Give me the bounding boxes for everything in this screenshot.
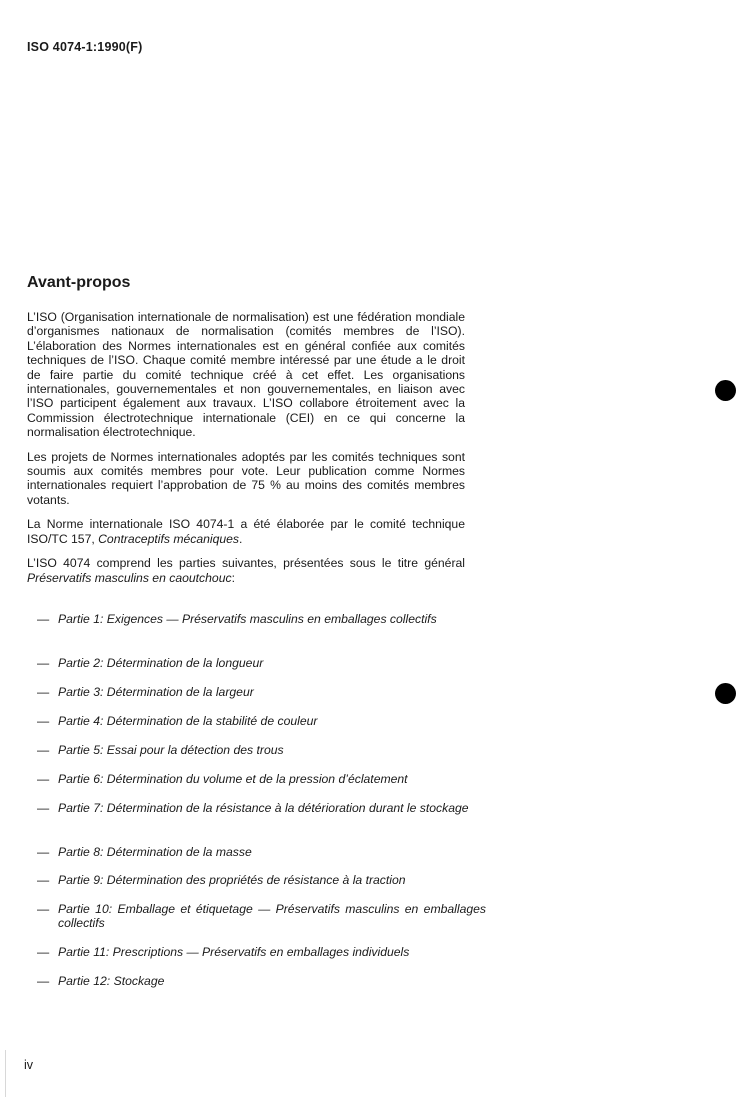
part-list-item: [37, 902, 486, 931]
part-label: Partie 6:: [58, 772, 104, 786]
part-title: Stockage: [113, 974, 165, 988]
paragraph-parts-intro-end: :: [231, 570, 235, 585]
part-label: Partie 9:: [58, 873, 104, 887]
part-list-item: [37, 714, 486, 728]
list-dash: —: [37, 801, 50, 815]
paragraph-parts-intro: [27, 556, 465, 585]
list-dash: —: [37, 772, 50, 786]
part-label: Partie 4:: [58, 714, 104, 728]
part-label: Partie 2:: [58, 656, 104, 670]
part-list-item: [37, 845, 486, 859]
part-label: Partie 1:: [58, 612, 104, 626]
part-title: Détermination de la largeur: [106, 685, 254, 699]
list-dash: —: [37, 685, 50, 699]
list-dash: —: [37, 945, 50, 959]
committee-name: Contraceptifs mécaniques: [98, 531, 240, 546]
part-label: Partie 10:: [58, 902, 113, 916]
part-list-item: [37, 685, 486, 699]
list-dash: —: [37, 714, 50, 728]
part-list-item: [37, 656, 486, 670]
part-title: Détermination de la longueur: [106, 656, 264, 670]
part-title: Détermination du volume et de la pression d’éclatement: [106, 772, 408, 786]
general-title: Préservatifs masculins en caoutchouc: [27, 570, 232, 585]
part-list-item: [37, 772, 486, 786]
list-dash: —: [37, 873, 50, 887]
part-list-item: [37, 974, 486, 988]
part-title: Détermination de la masse: [106, 845, 252, 859]
binding-edge-line: [5, 1050, 6, 1097]
part-label: Partie 3:: [58, 685, 104, 699]
paragraph-committee-text: La Norme internationale ISO 4074-1 a été élaborée par le comité technique ISO/TC 157,: [27, 517, 465, 546]
foreword-body: [27, 310, 465, 595]
document-id: ISO 4074-1:1990(F): [27, 40, 143, 54]
paragraph-iso-intro: L’ISO (Organisation internationale de normalisation) est une fédération mondiale d’organismes nationaux de normalisation (comités membres de l’ISO). L’élaboration des Normes internationales est en général confiée aux comités techniques de l’ISO. Chaque comité membre intéressé par une étude a le droit de faire partie du comité technique créé à cet effet. Les organisations internationales, gouvernementales et non gouvernementales, en liaison avec l’ISO participent également aux travaux. L’ISO collabore étroitement avec la Commission électrotechnique internationale (CEI) en ce qui concerne la normalisation électrotechnique.: [27, 310, 465, 440]
paragraph-committee: [27, 517, 465, 546]
list-dash: —: [37, 743, 50, 757]
list-dash: —: [37, 902, 50, 916]
part-title: Détermination de la stabilité de couleur: [106, 714, 318, 728]
list-dash: —: [37, 845, 50, 859]
paragraph-committee-end: .: [239, 531, 243, 546]
part-title: Prescriptions — Préservatifs en emballages individuels: [112, 945, 410, 959]
part-label: Partie 12:: [58, 974, 111, 988]
part-label: Partie 5:: [58, 743, 104, 757]
margin-bullet-mark: [715, 380, 736, 401]
part-title: Détermination des propriétés de résistance à la traction: [106, 873, 406, 887]
list-dash: —: [37, 974, 50, 988]
list-dash: —: [37, 612, 50, 626]
section-title: Avant-propos: [27, 274, 131, 291]
list-dash: —: [37, 656, 50, 670]
margin-bullet-mark: [715, 683, 736, 704]
part-title: Détermination de la résistance à la détérioration durant le stockage: [106, 801, 469, 815]
part-list-item: [37, 873, 486, 887]
paragraph-voting: Les projets de Normes internationales adoptés par les comités techniques sont soumis aux comités membres pour vote. Leur publication comme Normes internationales requiert l’approbation de 75 % au moins des comités membres votants.: [27, 449, 465, 507]
part-label: Partie 7:: [58, 801, 104, 815]
part-list-item: [37, 945, 486, 959]
paragraph-parts-intro-text: L’ISO 4074 comprend les parties suivantes, présentées sous le titre général: [27, 556, 465, 571]
part-list-item: [37, 743, 486, 757]
part-list-item: [37, 612, 486, 626]
page-number: iv: [24, 1058, 34, 1072]
part-list-item: [37, 801, 486, 815]
part-title: Essai pour la détection des trous: [106, 743, 284, 757]
part-label: Partie 8:: [58, 845, 104, 859]
part-title: Emballage et étiquetage — Préservatifs masculins en emballages collectifs: [58, 902, 486, 931]
part-label: Partie 11:: [58, 945, 110, 959]
part-title: Exigences — Préservatifs masculins en emballages collectifs: [106, 612, 437, 626]
